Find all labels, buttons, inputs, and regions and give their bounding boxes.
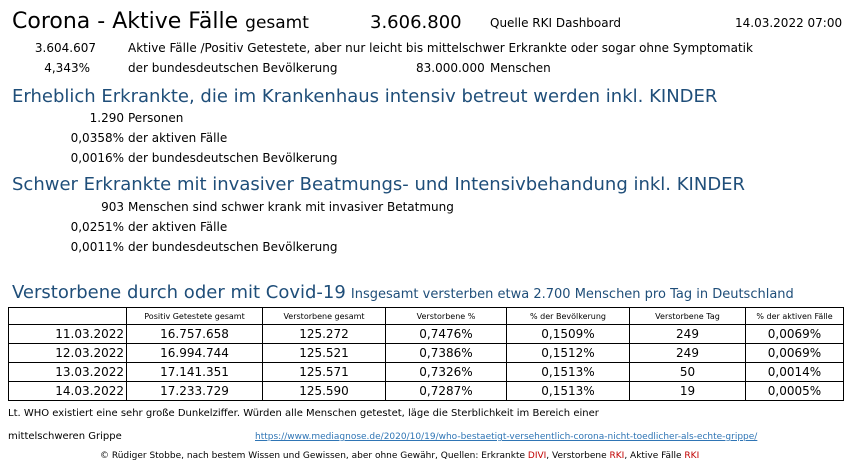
cell-deaths-pct: 0,7287% [386,382,507,401]
cell-active-pct: 0,0005% [746,382,844,401]
table-row [9,344,844,363]
table-header-date [9,308,127,325]
footer-rki-2: RKI [684,451,700,461]
cell-deaths-day: 19 [630,382,746,401]
cell-active-pct: 0,0069% [746,325,844,344]
population-pct-text: der bundesdeutschen Bevölkerung [128,61,338,75]
cell-date: 11.03.2022 [9,325,127,344]
ventilated-pct-active: 0,0251% [70,220,124,234]
cell-date: 12.03.2022 [9,344,127,363]
cell-deaths-pct: 0,7476% [386,325,507,344]
footer-text-a: © Rüdiger Stobbe, nach bestem Wissen und Gewissen, aber ohne Gewähr, Quellen: Erkrankte [100,451,528,461]
table-header-positive: Positiv Getestete gesamt [127,308,263,325]
population-unit: Menschen [490,61,551,75]
footer-rki-1: RKI [609,451,625,461]
icu-pct-population-label: der bundesdeutschen Bevölkerung [128,151,338,165]
cell-deaths: 125.272 [263,325,386,344]
cell-positive: 16.994.744 [127,344,263,363]
cell-deaths-day: 50 [630,363,746,382]
population-pct-value: 4,343% [44,61,90,75]
cell-deaths: 125.590 [263,382,386,401]
cell-active-pct: 0,0014% [746,363,844,382]
footer-credit [100,451,699,461]
icu-count: 1.290 [89,111,124,125]
cell-deaths-day: 249 [630,325,746,344]
table-row [9,325,844,344]
who-note-line2: mittelschweren Grippe [8,431,122,442]
cell-population-pct: 0,1513% [507,382,630,401]
deaths-heading: Verstorbene durch oder mit Covid-19 [12,282,346,303]
cell-positive: 17.141.351 [127,363,263,382]
deaths-table [8,307,844,401]
cell-population-pct: 0,1513% [507,363,630,382]
footer-text-b: , Verstorbene [546,451,610,461]
page-title [12,9,309,34]
deaths-subheading: Insgesamt versterben etwa 2.700 Menschen pro Tag in Deutschland [350,287,794,302]
ventilated-pct-active-label: der aktiven Fälle [128,220,228,234]
active-cases-text: Aktive Fälle /Positiv Getestete, aber nur leicht bis mittelschwer Erkrankte oder sogar ohne Symptomatik [128,41,753,55]
cell-date: 13.03.2022 [9,363,127,382]
cell-date: 14.03.2022 [9,382,127,401]
cell-positive: 16.757.658 [127,325,263,344]
cell-deaths-pct: 0,7386% [386,344,507,363]
footer-text-c: , Aktive Fälle [624,451,685,461]
page-title-main: Corona - Aktive Fälle [12,9,239,34]
ventilated-pct-population: 0,0011% [70,240,124,254]
ventilated-pct-population-label: der bundesdeutschen Bevölkerung [128,240,338,254]
cell-population-pct: 0,1509% [507,325,630,344]
active-cases-value: 3.604.607 [34,41,96,55]
ventilated-count-label: Menschen sind schwer krank mit invasiver Betatmung [128,200,454,214]
table-header-deaths: Verstorbene gesamt [263,308,386,325]
cell-active-pct: 0,0069% [746,344,844,363]
cell-deaths-pct: 0,7326% [386,363,507,382]
table-row [9,363,844,382]
population-value: 83.000.000 [416,61,485,75]
footer-divi: DIVI [527,451,547,461]
cell-deaths: 125.571 [263,363,386,382]
cell-positive: 17.233.729 [127,382,263,401]
cell-deaths: 125.521 [263,344,386,363]
icu-heading: Erheblich Erkrankte, die im Krankenhaus intensiv betreut werden inkl. KINDER [12,86,718,107]
table-header-deaths-pct: Verstorbene % [386,308,507,325]
deaths-heading-row [12,282,794,303]
ventilated-count: 903 [101,200,124,214]
table-header-row [9,308,844,325]
table-row [9,382,844,401]
table-header-deaths-day: Verstorbene Tag [630,308,746,325]
page-title-suffix: gesamt [245,13,309,33]
icu-pct-population: 0,0016% [70,151,124,165]
icu-count-label: Personen [128,111,184,125]
timestamp: 14.03.2022 07:00 [735,16,843,30]
source-label: Quelle RKI Dashboard [490,16,621,30]
cell-deaths-day: 249 [630,344,746,363]
who-note-line1: Lt. WHO existiert eine sehr große Dunkelziffer. Würden alle Menschen getestet, läge die Sterblichkeit im Bereich einer [8,408,599,419]
table-header-population-pct: % der Bevölkerung [507,308,630,325]
icu-pct-active: 0,0358% [70,131,124,145]
ventilated-heading: Schwer Erkrankte mit invasiver Beatmungs- und Intensivbehandung inkl. KINDER [12,174,746,195]
total-active-value: 3.606.800 [370,12,462,33]
table-header-active-pct: % der aktiven Fälle [746,308,844,325]
cell-population-pct: 0,1512% [507,344,630,363]
source-link[interactable]: https://www.mediagnose.de/2020/10/19/who-bestaetigt-versehentlich-corona-nicht-toedlicher-als-echte-grippe/ [255,432,758,442]
icu-pct-active-label: der aktiven Fälle [128,131,228,145]
